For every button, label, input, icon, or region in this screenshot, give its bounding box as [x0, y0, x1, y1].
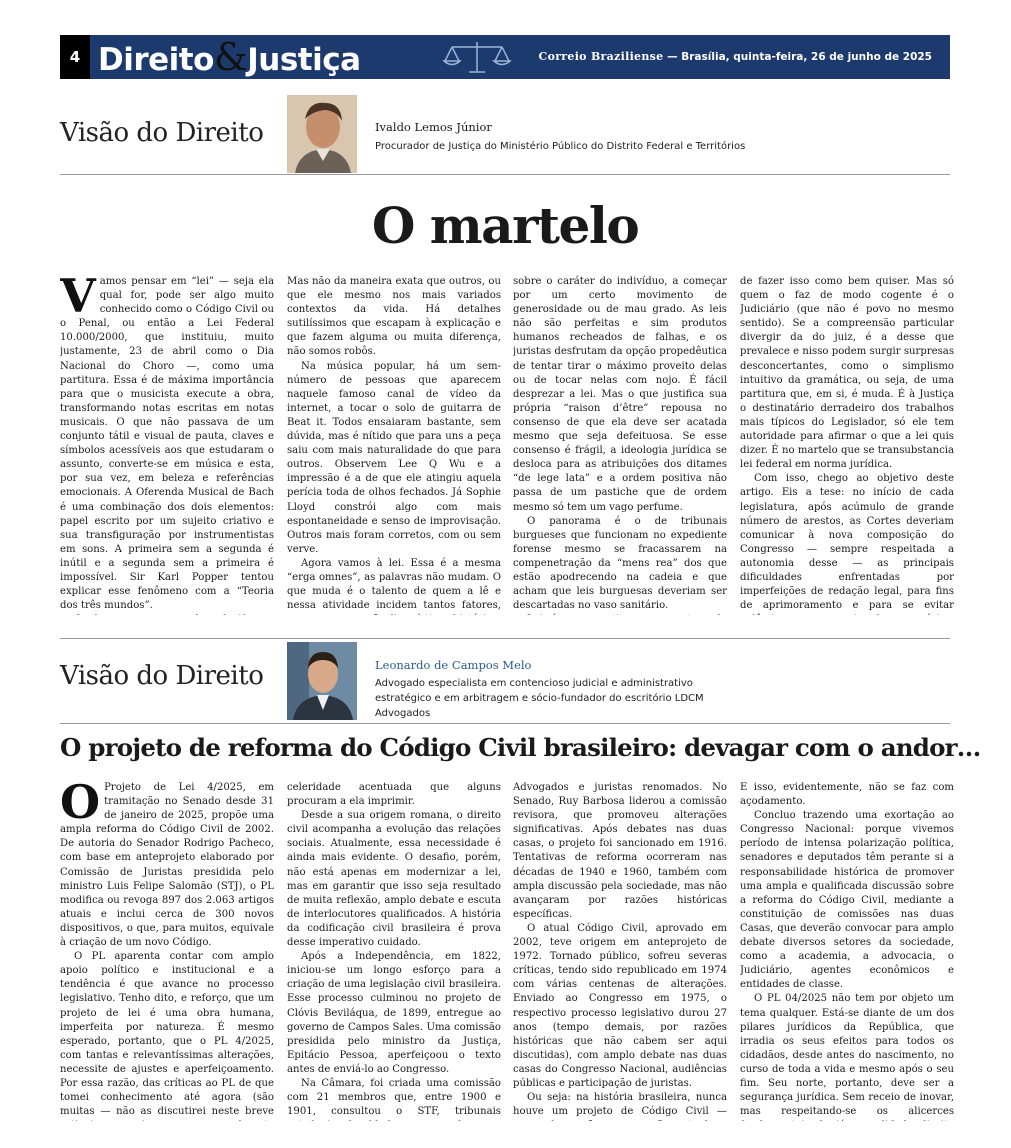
dateline [539, 35, 932, 79]
article2-column-1 [60, 781, 274, 1121]
paragraph: Projeto de Lei 4/2025, em tramitação no Senado desde 31 de janeiro de 2025, propõe uma ampla reforma do Código Civil de 2002. De autoria do Senador Rodrigo Pacheco, com base em anteprojeto elaborado por Comissão de Juristas presidida pelo ministro Luis Felipe Salomão (STJ), o PL modifica ou revoga 897 dos 2.063 artigos atuais e inclui cerca de 300 novos dispositivos, o que, para muitos, equivale à criação de um novo Código. [60, 782, 274, 949]
dateline-text: — Brasília, quinta-feira, 26 de junho de 2025 [667, 51, 932, 63]
section-title-part-a: Direito [98, 42, 214, 78]
paragraph: amos pensar em “lei” — seja ela qual for, pode ser algo muito conhecido como o Código Civil ou o Penal, ou então a Lei Federal 10.000/2000, que instituiu, muito justamente, 23 de abril como o Dia Nacional do Choro —, como uma partitura. Essa é de máxima importância para que o musicista execute a obra, transformando notas escritas em notas musicais. O que não passava de um conjunto tátil e visual de pauta, claves e símbolos acessíveis aos que estudaram o assunto, converte-se em música e esta, por sua vez, em beleza e referências emocionais. A Oferenda Musical de Bach é uma combinação dos dois elementos: papel escrito por um sujeito criativo e sua transfiguração por instrumentistas em sons. A primeira sem a segunda é inútil e a segunda sem a primeira é impossível. Sir Karl Popper tentou explicar esse fenômeno com a “Teoria dos três mundos”. [60, 276, 274, 612]
paragraph: de fazer isso como bem quiser. Mas só quem o faz de modo cogente é o Judiciário (que não é povo no mesmo sentido). Se a compreensão particular divergir da do juiz, é a desse que prevalece e nisso podem surgir surpresas desconcertantes, como o simplismo intuitivo da gramática, ou seja, de uma partitura que, em si, é muda. É à Justiça o destinatário derradeiro dos trabalhos mais típicos do Legislador, só ele tem autoridade para afirmar o que a lei quis dizer. É no martelo que se transubstancia lei federal em norma jurídica. [740, 276, 954, 471]
author-name-1: Ivaldo Lemos Júnior [375, 120, 492, 134]
paragraph: Desde a sua origem romana, o direito civil acompanha a evolução das relações sociais. Atualmente, essa necessidade é ainda mais evidente. O desafio, porém, não está apenas em modernizar a lei, mas em garantir que isso seja resultado de muita reflexão, amplo debate e escuta de interlocutores qualificados. A história da codificação civil brasileira é prova desse imperativo cuidado. [287, 810, 501, 949]
paragraph: Após a Independência, em 1822, iniciou-se um longo esforço para a criação de uma legislação civil brasileira. Esse processo culminou no projeto de Clóvis Beviláqua, de 1899, entregue ao governo de Campos Sales. Uma comissão presidida pelo ministro da Justiça, Epitácio Pessoa, aperfeiçoou o texto antes de enviá-lo ao Congresso. [287, 951, 501, 1075]
paragraph [513, 613, 727, 615]
article1-column-4 [740, 275, 954, 615]
scales-of-justice-icon [442, 39, 512, 75]
divider [60, 174, 950, 175]
article-headline-1: O martelo [371, 196, 639, 255]
dropcap: V [60, 275, 96, 323]
paragraph: Advogados e juristas renomados. No Senado, Ruy Barbosa liderou a comissão revisora, que promoveu alterações significativas. Após debates nas duas casas, o projeto foi sancionado em 1916. Tentativas de reforma ocorreram nas décadas de 1940 e 1960, também com ampla discussão pela sociedade, mas não avançaram por razões históricas específicas. [513, 782, 727, 920]
paragraph: E isso, evidentemente, não se faz com açodamento. [740, 782, 954, 808]
paragraph: O PL 04/2025 não tem por objeto um tema qualquer. Está-se diante de um dos pilares jurídicos da República, que irradia os seus efeitos para todos os cidadãos, desde antes do nascimento, no curso de toda a vida e mesmo após o seu fim. Seu norte, portanto, deve ser a segurança jurídica. Sem receio de inovar, mas respeitando-se os alicerces [740, 993, 954, 1118]
author-role-2: Advogado especialista em contencioso judicial e administrativo estratégico e em arbitragem e sócio-fundador do escritório LDCM Advogados [375, 678, 704, 719]
article-headline-2: O projeto de reforma do Código Civil brasileiro: devagar com o andor… [60, 733, 981, 762]
paragraph: Com isso, chego ao objetivo deste artigo. Eis a tese: no início de cada legislatura, após acúmulo de grande número de arestos, as Cortes deveriam comunicar à nova composição do Congresso — sempre respeitada a autonomia desse — as principais dificuldades enfrentadas por imperfeições de redação legal, para fins de aprimoramento e para se evitar [740, 473, 954, 612]
paragraph: sobre o caráter do indivíduo, a começar por um certo movimento de generosidade ou de mau grado. As leis não são perfeitas e sim produtos humanos recheados de falhas, e os juristas desfrutam da opção propedêutica de tentar tirar o máximo proveito delas ou de tocar nelas com nojo. É fácil desprezar a lei. Mas o que justifica sua própria “raison d’être” repousa no consenso de que ela deve ser acatada mesmo que seja defeituosa. Se esse consenso é frágil, a ideologia jurídica se desloca para as atribuições dos ditames “de lege lata” e a ordem positiva não passa de um pastiche que de ordem mesmo só tem um vago perfume. [513, 276, 727, 513]
article2-column-2 [287, 781, 501, 1121]
section-title [98, 35, 361, 79]
divider [60, 723, 950, 724]
dropcap: O [60, 781, 101, 829]
paragraph: Na música popular, há um sem-número de pessoas que aparecem naquele famoso canal de vídeo da internet, a tocar o solo de guitarra de Beat it. Todos ensaiaram bastante, sem dúvida, mas é nítido que para uns a peça saiu com mais naturalidade do que para outros. Observem Lee Q Wu e a impressão é a de que ele atingiu aquela perícia toda de olhos fechados. Já Sophie Lloyd constrói algo com mais espontaneidade e senso de improvisação. Outros mais foram corretos, com ou sem verve. [287, 360, 501, 555]
paragraph: celeridade acentuada que alguns procuram a ela imprimir. [287, 782, 501, 808]
paragraph: Ou seja: na história brasileira, nunca houve um projeto de Código Civil — [513, 1092, 727, 1118]
author-photo-2 [287, 642, 357, 720]
paragraph [60, 613, 274, 615]
paragraph: Concluo trazendo uma exortação ao Congresso Nacional: porque vivemos período de intensa polarização política, senadores e deputados têm perante si a responsabilidade histórica de promover uma ampla e qualificada discussão sobre a reforma do Código Civil, mediante a constituição de comissões nas duas Casas, que deverão convocar para amplo debate diversos setores da sociedade, como a academia, a advocacia, o Judiciário, agentes econômicos e entidades de classe. [740, 810, 954, 991]
paragraph: O atual Código Civil, aprovado em 2002, teve origem em anteprojeto de 1972. Tornado público, sofreu severas críticas, tendo sido republicado em 1974 com várias centenas de alterações. Enviado ao Congresso em 1975, o respectivo processo legislativo durou 27 anos (tempo demais, por razões históricas que não cabem ser aqui discutidas), com amplo debate nas duas casas do Congresso Nacional, audiências públicas e participação de juristas. [513, 922, 727, 1089]
author-photo-1 [287, 95, 357, 173]
article1-column-3 [513, 275, 727, 615]
page-number: 4 [60, 35, 90, 79]
section-title-ampersand: & [213, 35, 248, 79]
section-label-2: Visão do Direito [60, 661, 264, 691]
article1-column-1 [60, 275, 274, 615]
publication-name: Correio Braziliense [538, 50, 664, 63]
author-name-2: Leonardo de Campos Melo [375, 658, 532, 672]
section-title-part-b: Justiça [247, 42, 361, 78]
author-role-1: Procurador de Justiça do Ministério Público do Distrito Federal e Territórios [375, 141, 746, 152]
article2-column-4 [740, 781, 954, 1121]
paragraph: Agora vamos à lei. Essa é a mesma “erga omnes”, as palavras não mudam. O que muda é o talento de quem a lê e nessa atividade incidem tantos fatores, [287, 557, 501, 612]
paragraph: O PL aparenta contar com amplo apoio político e institucional e a tendência é que avance no processo legislativo. Tenho dito, e reforço, que um projeto de lei é uma obra humana, imperfeita por natureza. É mesmo esperado, portanto, que o PL 4/2025, com tantas e relevantíssimas alterações, necessite de ajustes e aperfeiçoamento. Por essa razão, das críticas ao PL de que tomei conhecimento até agora (são muitas — não as discutirei neste breve [60, 951, 274, 1118]
article2-column-3 [513, 781, 727, 1121]
divider [60, 638, 950, 639]
page-header [60, 35, 950, 79]
paragraph: O panorama é o de tribunais burgueses que funcionam no expediente forense mesmo se fracassarem na compenetração da “mens rea” dos que estão apodrecendo na cadeia e que acham que leis burguesas deveriam ser descartadas no vaso sanitário. [513, 515, 727, 612]
paragraph: Mas não da maneira exata que outros, ou que ele mesmo nos mais variados contextos da vida. Há detalhes sutilíssimos que escapam à explicação e que fazem alguma ou muita diferença, não somos robôs. [287, 276, 501, 358]
article1-column-2 [287, 275, 501, 615]
paragraph: Na Câmara, foi criada uma comissão com 21 membros que, entre 1900 e 1901, consultou o STF, tribunais [287, 1077, 501, 1118]
section-label-1: Visão do Direito [60, 118, 264, 148]
